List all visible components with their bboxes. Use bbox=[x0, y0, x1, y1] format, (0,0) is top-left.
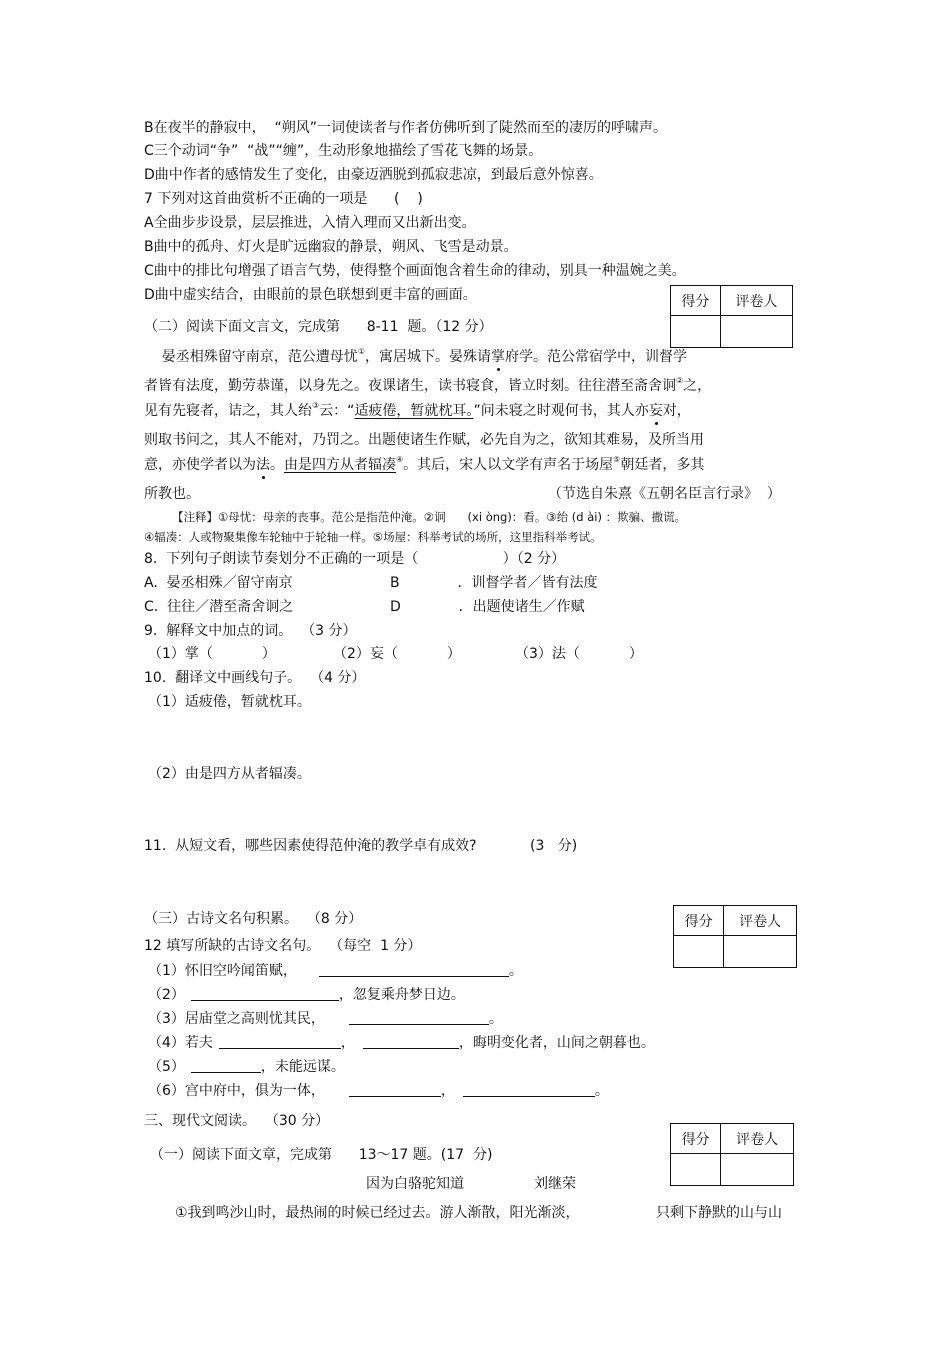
fill-blank-1[interactable] bbox=[319, 962, 509, 977]
fill-blank-6a[interactable] bbox=[349, 1082, 441, 1097]
q7-option-b: B曲中的孤舟、灯火是旷远幽寂的静景，朔风、飞雪是动景。 bbox=[144, 239, 518, 255]
score-cell[interactable] bbox=[671, 1154, 721, 1186]
grader-label: 评卷人 bbox=[720, 286, 792, 316]
q10-item-2: （2）由是四方从者辐凑。 bbox=[148, 766, 311, 782]
grader-cell[interactable] bbox=[720, 316, 792, 348]
poem-line-6: （6）宫中府中，俱为一体， ， 。 bbox=[148, 1083, 609, 1099]
q10-item-1: （1）适疲倦，暂就枕耳。 bbox=[148, 694, 311, 710]
article-author: 刘继荣 bbox=[534, 1176, 576, 1192]
question-12: 12 填写所缺的古诗文名句。 （每空 1 分） bbox=[144, 938, 422, 954]
q9-item-2: （2）妄（ ） bbox=[333, 646, 461, 662]
passage-line-2: 者皆有法度，勤劳恭谨，以身先之。夜课诸生，读书寝食，皆立时刻。往往潜至斋舍诇②之， bbox=[144, 376, 712, 394]
article-title: 因为白骆驼知道 bbox=[366, 1176, 464, 1192]
score-label: 得分 bbox=[671, 286, 721, 316]
q8-option-d: D ．出题使诸生／作赋 bbox=[390, 599, 585, 615]
fill-blank-5[interactable] bbox=[191, 1058, 261, 1073]
q9-item-1: （1）掌（ ） bbox=[148, 646, 276, 662]
q7-option-a: A全曲步步设景，层层推进，入情入理而又出新出变。 bbox=[144, 215, 476, 231]
question-10: 10. 翻译文中画线句子。 （4 分） bbox=[144, 670, 366, 686]
score-label: 得分 bbox=[671, 1124, 721, 1154]
passage-source: （节选自朱熹《五朝名臣言行录》 ） bbox=[548, 486, 781, 502]
q9-item-3: （3）法（ ） bbox=[515, 646, 643, 662]
option-d-text: D曲中作者的感情发生了变化，由豪迈洒脱到孤寂悲凉，到最后意外惊喜。 bbox=[144, 167, 603, 183]
dotted-word-fa: 法 bbox=[256, 457, 270, 473]
score-cell[interactable] bbox=[671, 316, 721, 348]
article-paragraph-1: ①我到鸣沙山时，最热闹的时候已经过去。游人渐散，阳光渐淡， bbox=[175, 1205, 580, 1221]
annotation-line-1: 【注释】①母忧：母亲的丧事。范公是指范仲淹。②诇 (xi òng)：看。③绐 (d ài) ：欺骗、撒谎。 bbox=[172, 510, 687, 524]
grader-label: 评卷人 bbox=[721, 1124, 794, 1154]
fill-blank-4a[interactable] bbox=[219, 1034, 341, 1049]
passage-line-1: 晏丞相殊留守南京，范公遭母忧①，寓居城下。晏殊请掌府学。范公常宿学中，训督学 bbox=[144, 347, 687, 365]
grader-cell[interactable] bbox=[724, 936, 797, 968]
subsection-heading: （一）阅读下面文章，完成第 13～17 题。(17 分) bbox=[150, 1147, 493, 1163]
q8-option-c: C. 往往／潜至斋舍诇之 bbox=[144, 599, 294, 615]
underlined-sentence-1: 适疲倦，暂就枕耳。 bbox=[354, 403, 474, 419]
q8-option-a: A. 晏丞相殊／留守南京 bbox=[144, 575, 293, 591]
score-box-1 bbox=[670, 285, 793, 348]
dotted-word-wang: 妄 bbox=[648, 403, 663, 419]
section-3-heading: （三）古诗文名句积累。 （8 分） bbox=[144, 911, 363, 927]
part-3-heading: 三、现代文阅读。 （30 分） bbox=[144, 1113, 330, 1129]
fill-blank-2[interactable] bbox=[191, 986, 339, 1001]
q8-option-b: B ．训督学者／皆有法度 bbox=[390, 575, 598, 591]
question-8: 8. 下列句子朗读节奏划分不正确的一项是（ ）（2 分） bbox=[144, 551, 566, 567]
section-2-heading: （二）阅读下面文言文，完成第 8-11 题。（12 分） bbox=[144, 319, 493, 335]
q7-option-d: D曲中虚实结合，由眼前的景色联想到更丰富的画面。 bbox=[144, 287, 477, 303]
grader-cell[interactable] bbox=[721, 1154, 794, 1186]
question-11: 11. 从短文看，哪些因素使得范仲淹的教学卓有成效? (3 分) bbox=[144, 838, 578, 854]
option-b-text: B在夜半的静寂中， “朔风”一词使读者与作者仿佛听到了陡然而至的凄厉的呼啸声。 bbox=[144, 120, 668, 136]
fill-blank-3[interactable] bbox=[349, 1010, 489, 1025]
poem-line-3: （3）居庙堂之高则忧其民， 。 bbox=[148, 1011, 503, 1027]
poem-line-1: （1）怀旧空吟闻笛赋， 。 bbox=[148, 963, 523, 979]
score-label: 得分 bbox=[674, 906, 724, 936]
passage-line-6: 所教也。 bbox=[144, 486, 200, 502]
poem-line-5: （5） ，未能远谋。 bbox=[148, 1059, 345, 1075]
article-paragraph-1-end: 只剩下静默的山与山 bbox=[656, 1205, 782, 1221]
score-box-2 bbox=[673, 905, 797, 968]
question-7: 7 下列对这首曲赏析不正确的一项是 ( ) bbox=[144, 191, 423, 207]
poem-line-2: （2） ，忽复乘舟梦日边。 bbox=[148, 987, 465, 1003]
fill-blank-4b[interactable] bbox=[363, 1034, 459, 1049]
passage-line-4: 则取书问之，其人不能对，乃罚之。出题使诸生作赋，必先自为之，欲知其难易，及所当用 bbox=[144, 432, 704, 448]
question-9: 9. 解释文中加点的词。 （3 分） bbox=[144, 623, 357, 639]
q7-option-c: C曲中的排比句增强了语言气势，使得整个画面饱含着生命的律动，别具一种温婉之美。 bbox=[144, 263, 686, 279]
poem-line-4: （4）若夫 ， ，晦明变化者，山间之朝暮也。 bbox=[148, 1035, 655, 1051]
passage-line-3: 见有先寝者，诘之，其人绐③云：“适疲倦，暂就枕耳。”问未寝之时观何书，其人亦妄对， bbox=[144, 401, 691, 419]
annotation-line-2: ④辐凑：人或物聚集像车轮轴中于轮轴一样。⑤场屋：科举考试的场所，这里指科举考试。 bbox=[144, 530, 602, 544]
grader-label: 评卷人 bbox=[724, 906, 797, 936]
option-c-text: C三个动词“争” “战”“缠”，生动形象地描绘了雪花飞舞的场景。 bbox=[144, 143, 543, 159]
score-cell[interactable] bbox=[674, 936, 724, 968]
score-box-3 bbox=[670, 1123, 794, 1186]
dotted-word-zhang: 掌 bbox=[490, 349, 505, 365]
fill-blank-6b[interactable] bbox=[463, 1082, 595, 1097]
underlined-sentence-2: 由是四方从者辐凑 bbox=[284, 457, 396, 473]
passage-line-5: 意，亦使学者以为法。由是四方从者辐凑④。其后，宋人以文学有声名于场屋⑤朝廷者，多其 bbox=[144, 455, 705, 473]
